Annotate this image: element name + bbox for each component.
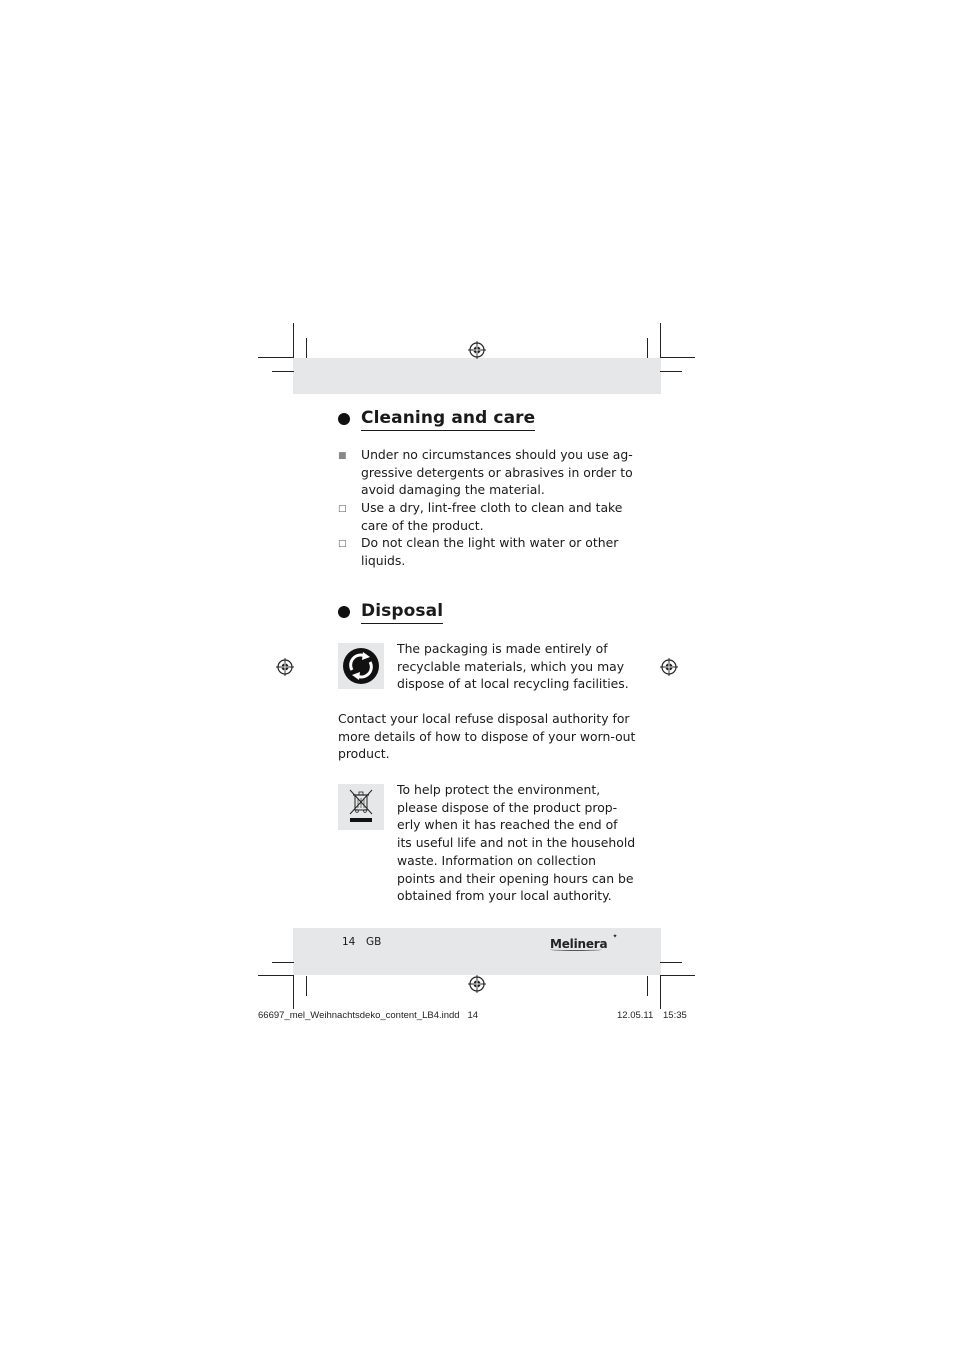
crop-mark xyxy=(660,357,695,358)
registration-mark-icon xyxy=(660,658,678,676)
list-item xyxy=(361,499,622,534)
list-item xyxy=(361,534,618,569)
print-slug-date: 12.05.11 xyxy=(617,1010,654,1021)
section-bullet-dot xyxy=(338,606,350,618)
registration-mark-icon xyxy=(276,658,294,676)
text-line: waste. Information on collection xyxy=(397,852,597,868)
list-item-line: avoid damaging the material. xyxy=(361,482,545,498)
text-line: To help protect the environment, xyxy=(397,782,601,797)
list-item-line: gressive detergents or abrasives in order to xyxy=(361,464,633,480)
crop-mark xyxy=(660,371,682,372)
list-item-line: Do not clean the light with water or other xyxy=(361,535,619,550)
crop-mark xyxy=(660,323,661,357)
text-line: product. xyxy=(338,746,390,762)
crop-mark xyxy=(258,357,294,358)
language-code: GB xyxy=(366,936,382,948)
crop-mark xyxy=(647,338,648,358)
text-line: recyclable materials, which you may xyxy=(397,658,625,674)
text-line: its useful life and not in the household xyxy=(397,835,636,851)
crop-mark xyxy=(660,975,695,976)
brand-swoosh xyxy=(550,948,602,951)
brand-star-icon: ✦ xyxy=(612,933,618,940)
crop-mark xyxy=(660,962,682,963)
crop-mark xyxy=(272,962,294,963)
crop-mark xyxy=(258,975,294,976)
list-item xyxy=(361,446,633,499)
heading-cleaning-text: Cleaning and care xyxy=(361,408,535,431)
crop-mark xyxy=(293,976,294,1009)
list-item-line: liquids. xyxy=(361,552,406,568)
list-item-line: Under no circumstances should you use ag- xyxy=(361,447,633,462)
crop-mark xyxy=(306,976,307,996)
contact-text xyxy=(338,710,635,763)
text-line: erly when it has reached the end of xyxy=(397,817,618,833)
text-line: more details of how to dispose of your worn-out xyxy=(338,728,636,744)
crop-mark xyxy=(660,976,661,1009)
text-line: dispose of at local recycling facilities. xyxy=(397,676,629,692)
text-line: Contact your local refuse disposal authority for xyxy=(338,711,630,726)
heading-disposal xyxy=(361,601,443,624)
crossed-out-bin-icon xyxy=(338,784,384,830)
crop-mark xyxy=(647,976,648,996)
packaging-text xyxy=(397,640,629,693)
bullet-empty-square: □ xyxy=(338,539,347,549)
crop-mark xyxy=(293,323,294,357)
crop-mark xyxy=(306,338,307,358)
text-line: The packaging is made entirely of xyxy=(397,641,608,656)
list-item-line: Use a dry, lint-free cloth to clean and take xyxy=(361,500,623,515)
text-line: points and their opening hours can be xyxy=(397,870,634,886)
weee-text xyxy=(397,781,635,905)
brand-logo xyxy=(550,933,618,952)
crop-mark xyxy=(272,371,294,372)
section-bullet-dot xyxy=(338,413,350,425)
heading-disposal-text: Disposal xyxy=(361,601,443,624)
heading-cleaning xyxy=(361,408,535,431)
recycling-icon xyxy=(338,643,384,689)
print-slug-time: 15:35 xyxy=(663,1010,687,1021)
bullet-filled-square: ■ xyxy=(338,451,347,461)
registration-mark-icon xyxy=(468,975,486,993)
brand-logo-text: Melinera xyxy=(550,937,608,951)
registration-mark-icon xyxy=(468,341,486,359)
header-band xyxy=(293,358,661,394)
print-slug-filename: 66697_mel_Weihnachtsdeko_content_LB4.indd 14 xyxy=(258,1010,479,1021)
text-line: please dispose of the product prop- xyxy=(397,799,618,815)
text-line: obtained from your local authority. xyxy=(397,888,612,904)
bullet-empty-square: □ xyxy=(338,504,347,514)
page-number: 14 xyxy=(342,936,356,948)
list-item-line: care of the product. xyxy=(361,517,484,533)
